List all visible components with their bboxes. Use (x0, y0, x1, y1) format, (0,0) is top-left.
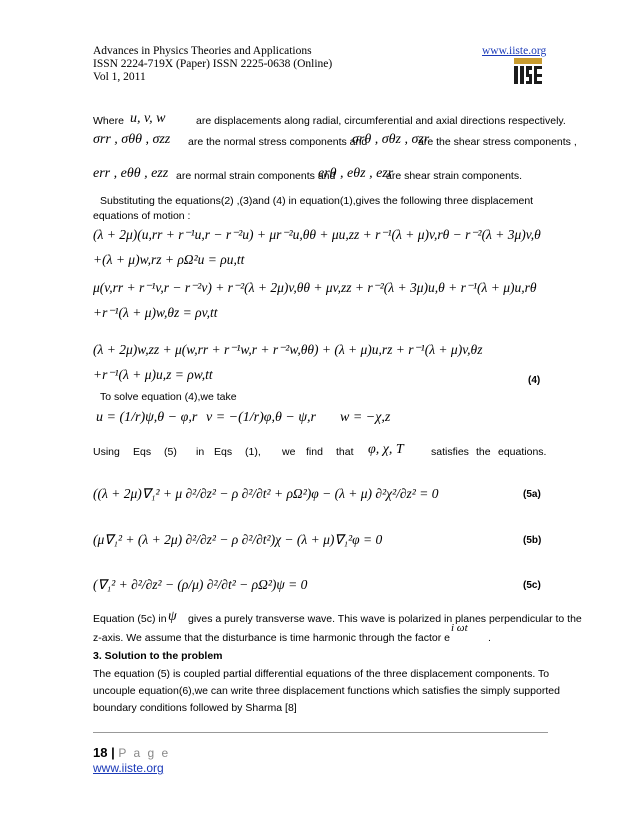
substituting-line-2: equations of motion : (93, 210, 191, 222)
eq5b: (μ∇₁² + (λ + 2μ) ∂²/∂z² − ρ ∂²/∂t²)χ − (λ + μ)∇₁²φ = 0 (93, 532, 383, 547)
ref-1: (1), (245, 446, 261, 458)
phi-chi-t-symbols: φ, χ, T (368, 442, 404, 457)
issn-line: ISSN 2224-719X (Paper) ISSN 2225-0638 (Online) (93, 58, 333, 70)
section-line-3: boundary conditions followed by Sharma [8] (93, 702, 297, 714)
that-word: that (336, 446, 354, 458)
using-word: Using (93, 446, 120, 458)
eq4-line-2a: μ(v,rr + r⁻¹v,r − r⁻²v) + r⁻²(λ + 2μ)v,θθ + μv,zz + r⁻²(λ + 3μ)u,θ + r⁻¹(λ + μ)u,rθ (93, 280, 537, 295)
equations-word: equations. (498, 446, 547, 458)
shear-strain-text: are shear strain components. (386, 170, 522, 182)
section-line-1: The equation (5) is coupled partial differential equations of the three displacement components. To (93, 668, 550, 680)
shear-stress-text: are the shear stress components , (418, 136, 577, 148)
where-label: Where (93, 115, 124, 127)
eq5a-label: (5a) (523, 489, 541, 500)
ref-5: (5) (164, 446, 177, 458)
psi-symbol: ψ (168, 609, 177, 624)
eq5c: (∇₁² + ∂²/∂z² − (ρ/μ) ∂²/∂t² − ρΩ²)ψ = 0 (93, 577, 308, 592)
eq4-line-1a: (λ + 2μ)(u,rr + r⁻¹u,r − r⁻²u) + μr⁻²u,θθ + μu,zz + r⁻¹(λ + μ)v,rθ − r⁻²(λ + 3μ)v,θ (93, 227, 541, 242)
iiste-logo (512, 56, 544, 88)
eq5a: ((λ + 2μ)∇₁² + μ ∂²/∂z² − ρ ∂²/∂t² + ρΩ²)φ − (λ + μ) ∂²χ²/∂z² = 0 (93, 486, 439, 501)
we-word: we (282, 446, 296, 458)
solve-intro: To solve equation (4),we take (100, 391, 237, 403)
normal-strain-text: are normal strain components and (176, 170, 336, 182)
journal-title: Advances in Physics Theories and Applications (93, 45, 312, 57)
normal-stress-text: are the normal stress components and (188, 136, 368, 148)
uvw-symbols: u, v, w (130, 111, 166, 126)
w-definition: w = −χ,z (340, 410, 391, 425)
eqs-word: Eqs (133, 446, 152, 458)
footer-page-number (93, 744, 170, 762)
volume-line: Vol 1, 2011 (93, 71, 146, 83)
eq4-line-2b: +r⁻¹(λ + μ)w,θz = ρv,tt (93, 305, 218, 320)
section-heading: 3. Solution to the problem (93, 650, 223, 662)
displacement-description: are displacements along radial, circumferential and axial directions respectively. (196, 115, 566, 127)
normal-strain-symbols: err , eθθ , ezz (93, 166, 169, 181)
eq5b-label: (5b) (523, 535, 542, 546)
satisfies-word: satisfies (431, 446, 469, 458)
shear-strain-symbols: erθ , eθz , ezr (318, 166, 394, 181)
v-definition: v = −(1/r)φ,θ − ψ,r (206, 410, 316, 425)
find-word: find (306, 446, 323, 458)
eq4-line-1b: +(λ + μ)w,rz + ρΩ²u = ρu,tt (93, 252, 245, 267)
eqs-word-2: Eqs (214, 446, 233, 458)
substituting-line-1: Substituting the equations(2) ,(3)and (4) in equation(1),gives the following three displacement (100, 195, 534, 207)
footer-divider (93, 732, 548, 733)
time-harmonic-exponent: i ωt (451, 622, 468, 634)
in-word: in (196, 446, 205, 458)
the-word: the (476, 446, 491, 458)
header-url-link[interactable]: www.iiste.org (482, 45, 547, 57)
page-number: 18 (93, 745, 108, 760)
shear-stress-symbols: σrθ , σθz , σzr (352, 132, 430, 147)
eq4-label: (4) (528, 375, 541, 386)
page-label: P a g e (118, 746, 171, 760)
transverse-wave-text: gives a purely transverse wave. This wave is polarized in planes perpendicular to the (188, 613, 582, 625)
time-harmonic-end: . (488, 632, 491, 644)
u-definition: u = (1/r)ψ,θ − φ,r (96, 410, 198, 425)
time-harmonic-text: z-axis. We assume that the disturbance is time harmonic through the factor e (93, 632, 450, 644)
page-separator: | (107, 745, 119, 760)
normal-stress-symbols: σrr , σθθ , σzz (93, 132, 171, 147)
eq4-line-3b: +r⁻¹(λ + μ)u,z = ρw,tt (93, 367, 213, 382)
eq4-line-3a: (λ + 2μ)w,zz + μ(w,rr + r⁻¹w,r + r⁻²w,θθ) + (λ + μ)u,rz + r⁻¹(λ + μ)v,θz (93, 342, 483, 357)
section-line-2: uncouple equation(6),we can write three displacement functions which satisfies the simply supported (93, 685, 560, 697)
footer-url-link[interactable]: www.iiste.org (93, 761, 164, 775)
eq5c-intro: Equation (5c) in (93, 613, 167, 625)
eq5c-label: (5c) (523, 580, 541, 591)
